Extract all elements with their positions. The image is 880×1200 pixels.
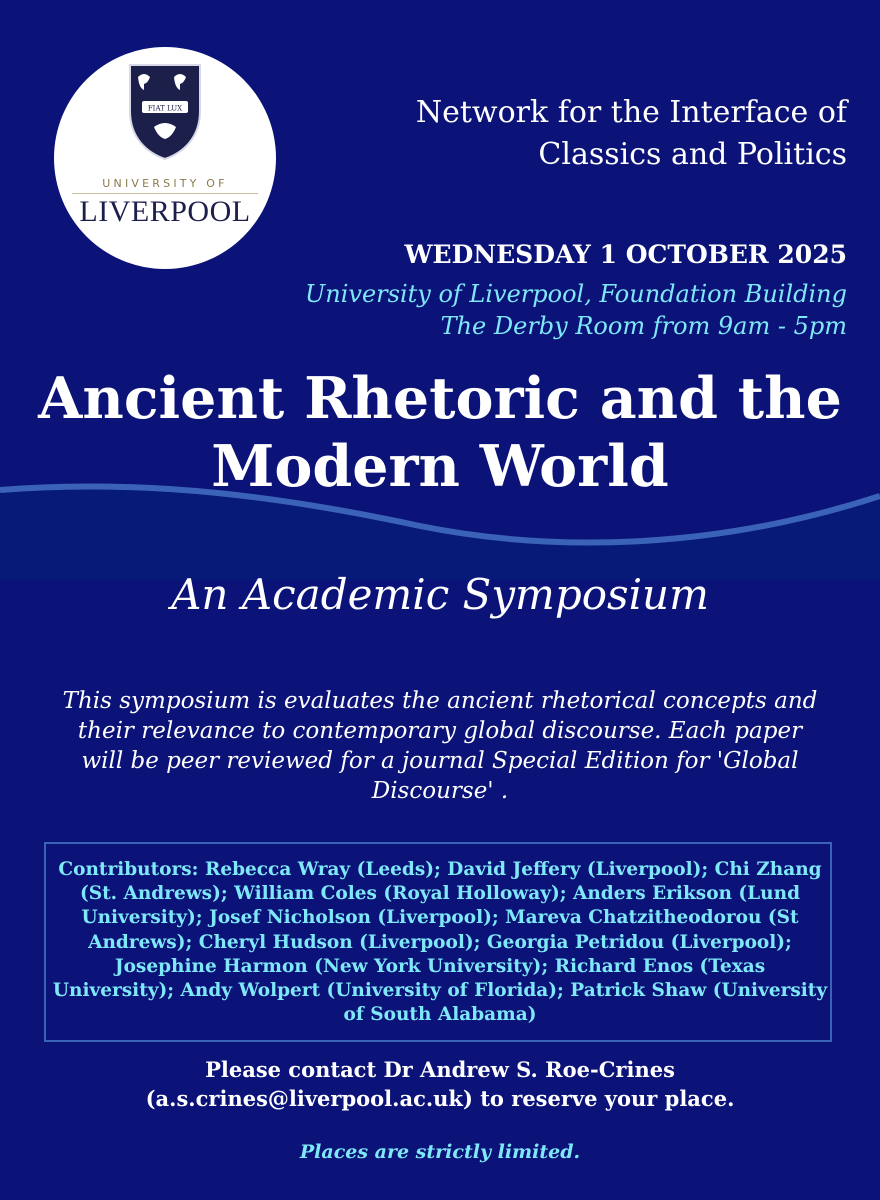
university-logo	[54, 47, 276, 269]
network-name: Network for the Interface of Classics and Politics	[415, 95, 847, 172]
event-venue	[305, 278, 847, 342]
venue-location: University of Liverpool, Foundation Building	[305, 280, 847, 308]
crest-icon	[128, 63, 202, 161]
contact-info	[0, 1055, 880, 1113]
event-description: This symposium is evaluates the ancient rhetorical concepts and their relevance to contemporary global discourse. Each paper will be peer reviewed for a journal Special Edition for 'Global Discourse' .	[62, 688, 818, 804]
venue-room-time: The Derby Room from 9am - 5pm	[440, 312, 847, 340]
event-subtitle: An Academic Symposium	[171, 570, 709, 619]
event-title: Ancient Rhetoric and the Modern World	[38, 365, 842, 500]
logo-liverpool: LIVERPOOL	[79, 195, 251, 228]
wave-divider	[0, 470, 880, 580]
contributors-list: Contributors: Rebecca Wray (Leeds); David Jeffery (Liverpool); Chi Zhang (St. Andrews); William Coles (Royal Holloway); Anders Erikson (Lund University); Josef Nicholson (Liverpool); Mareva Chatzitheodorou (St Andrews); Cheryl Hudson (Liverpool); Georgia Petridou (Liverpool); Josephine Harmon (New York University); Richard Enos (Texas University); Andy Wolpert (University of Florida); Patrick Shaw (University of South Alabama)	[52, 859, 828, 1026]
logo-university-of: UNIVERSITY OF	[102, 177, 228, 190]
crest-motto: FIAT LUX	[147, 104, 183, 113]
places-limited-note: Places are strictly limited.	[299, 1141, 581, 1163]
contact-line-2: (a.s.crines@liverpool.ac.uk) to reserve your place.	[145, 1086, 735, 1111]
logo-divider	[72, 193, 258, 194]
event-date: WEDNESDAY 1 OCTOBER 2025	[404, 240, 847, 269]
contact-line-1: Please contact Dr Andrew S. Roe-Crines	[205, 1057, 675, 1082]
